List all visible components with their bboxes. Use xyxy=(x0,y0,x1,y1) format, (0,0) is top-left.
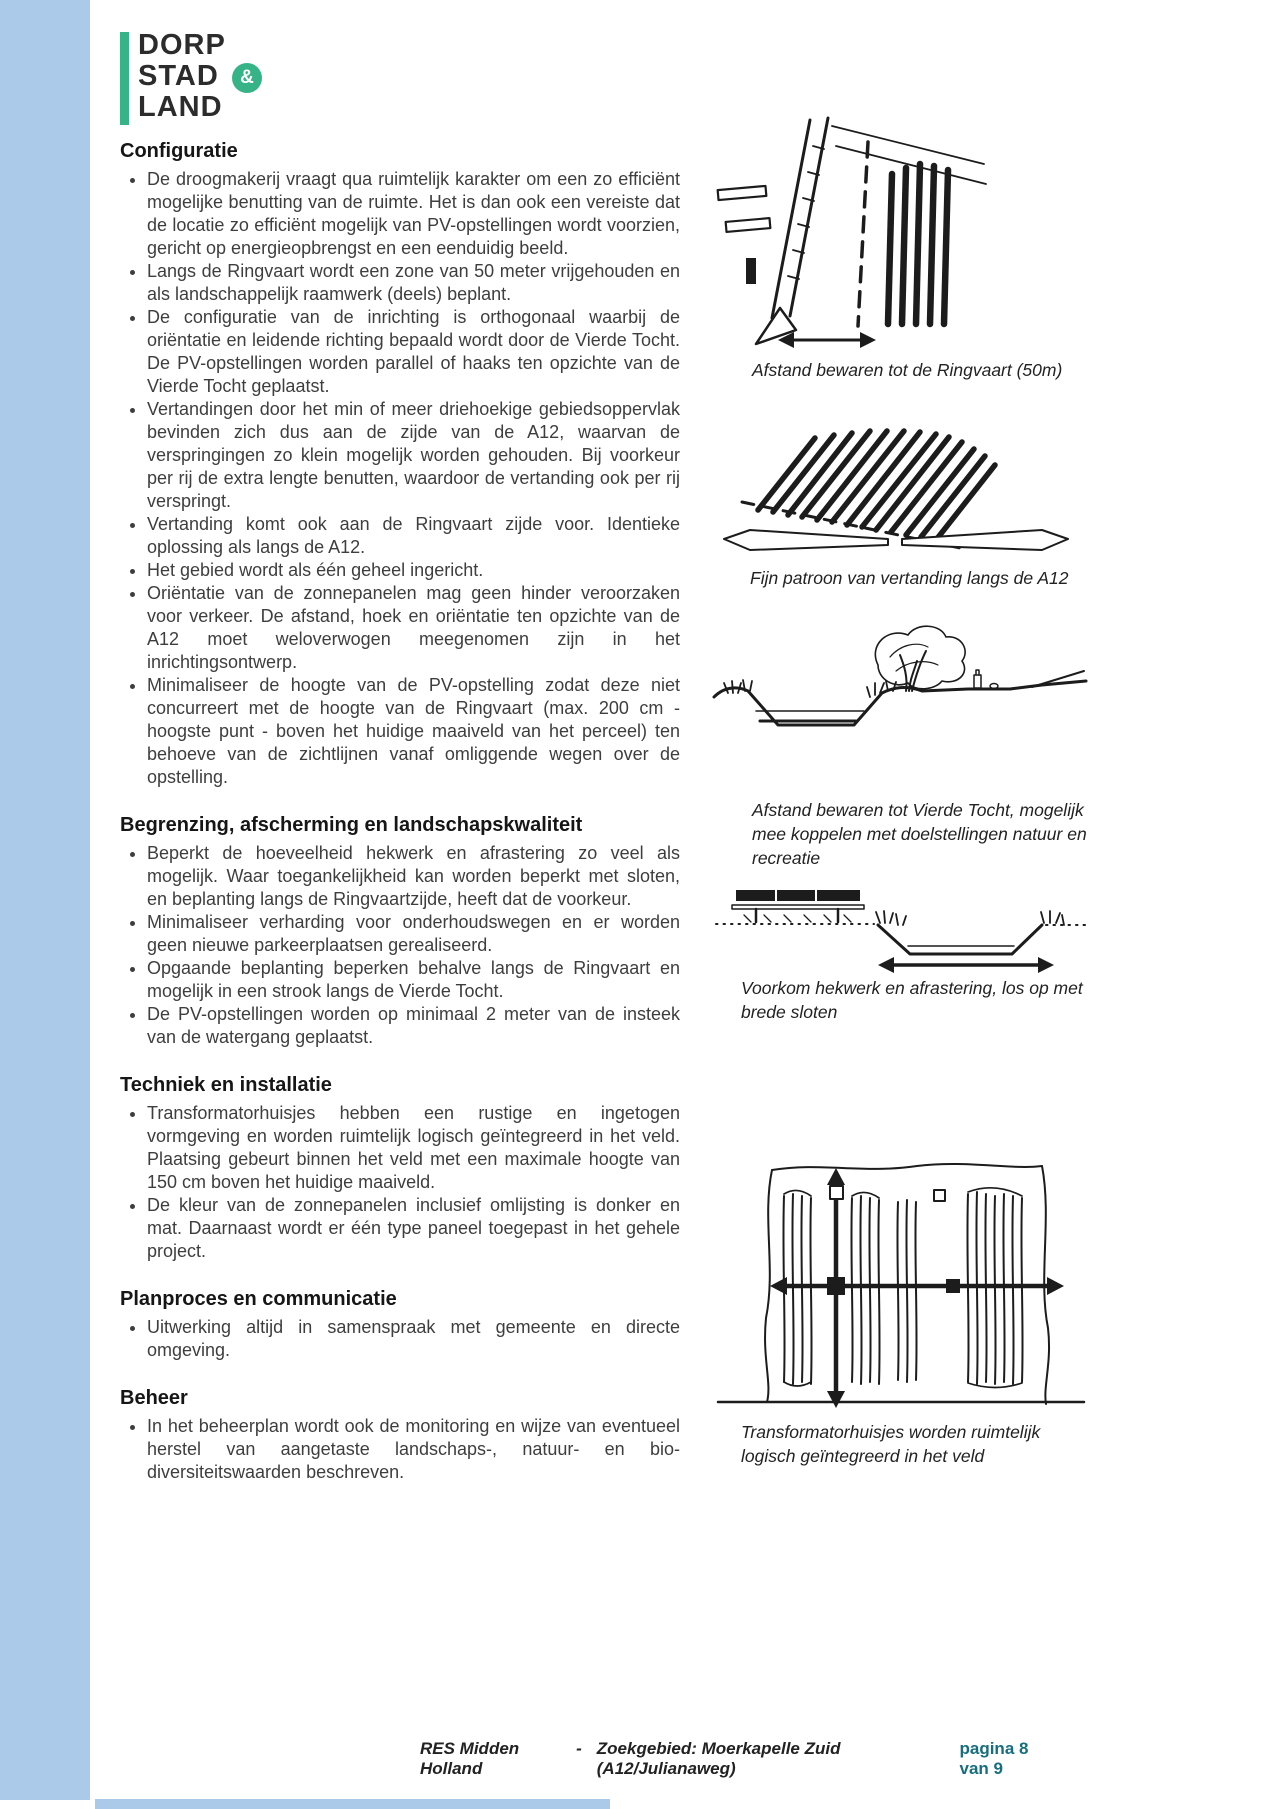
vertanding-pattern-sketch xyxy=(712,398,1090,560)
figure-caption: Fijn patroon van vertanding langs de A12 xyxy=(750,568,1069,588)
bullet-item: • Het gebied wordt als één geheel ingericht. xyxy=(147,559,680,582)
bullet-list xyxy=(120,842,680,1049)
bullet-item: • Vertandingen door het min of meer driehoekige gebiedsoppervlak bevinden zich dus aan de zijde van de A12, waarvan de verspringingen zo klein mogelijk worden gehouden. Bij voorkeur per rij de extra lengte benutten, waardoor de vertanding ook per rij verspringt. xyxy=(147,398,680,513)
logo-line-2: STAD xyxy=(138,60,219,92)
logo-line-3: LAND xyxy=(138,91,223,123)
section-techniek xyxy=(120,1073,680,1263)
section-heading: Beheer xyxy=(120,1387,188,1409)
bullet-item: • Langs de Ringvaart wordt een zone van 50 meter vrijgehouden en als landschappelijk raamwerk (deels) beplant. xyxy=(147,260,680,306)
sketch-drawing xyxy=(712,875,1090,977)
bullet-item: • Uitwerking altijd in samenspraak met gemeente en directe omgeving. xyxy=(147,1316,680,1362)
body-text-column xyxy=(120,139,680,1484)
bullet-item: • Opgaande beplanting beperken behalve langs de Ringvaart en mogelijk in een strook langs de Vierde Tocht. xyxy=(147,957,680,1003)
logo-wordmark xyxy=(138,30,226,123)
section-configuratie xyxy=(120,139,680,789)
transformer-field-plan-sketch xyxy=(712,1158,1090,1410)
vierde-tocht-section-sketch xyxy=(712,625,1090,795)
bullet-item: • Beperkt de hoeveelheid hekwerk en afrastering zo veel als mogelijk. Waar toegankelijkheid kan worden beperkt met sloten, en beplanting langs de Ringvaartzijde, heeft dat de voorkeur. xyxy=(147,842,680,911)
logo-green-bar xyxy=(120,32,129,125)
bullet-list xyxy=(120,1102,680,1263)
section-begrenzing xyxy=(120,813,680,1049)
bullet-item: • Vertanding komt ook aan de Ringvaart zijde voor. Identieke oplossing als langs de A12. xyxy=(147,513,680,559)
bullet-item: • De kleur van de zonnepanelen inclusief omlijsting is donker en mat. Daarnaast wordt er één type paneel toegepast in het gehele project. xyxy=(147,1194,680,1263)
bullet-item: • Oriëntatie van de zonnepanelen mag geen hinder veroorzaken voor verkeer. De afstand, hoek en oriëntatie ten opzichte van de A12 moet weloverwogen meegenomen zijn in het inrichtingsontwerp. xyxy=(147,582,680,674)
section-beheer xyxy=(120,1386,680,1484)
sketch-drawing xyxy=(712,398,1090,560)
figure-caption: Afstand bewaren tot Vierde Tocht, mogelijk mee koppelen met doelstellingen natuur en recreatie xyxy=(752,800,1087,868)
page-footer xyxy=(420,1739,1060,1779)
bullet-list xyxy=(120,1316,680,1362)
sketch-drawing xyxy=(712,625,1090,795)
ampersand-badge: & xyxy=(232,63,262,93)
figure-caption: Afstand bewaren tot de Ringvaart (50m) xyxy=(752,360,1063,380)
sketch-drawing xyxy=(712,1158,1090,1410)
section-heading: Begrenzing, afscherming en landschapskwaliteit xyxy=(120,814,583,836)
figure-caption: Voorkom hekwerk en afrastering, los op met brede sloten xyxy=(741,978,1083,1022)
bottom-accent-bar xyxy=(95,1799,610,1809)
bullet-item: • Transformatorhuisjes hebben een rustige en ingetogen vormgeving en worden ruimtelijk logisch geïntegreerd in het veld. Plaatsing gebeurt binnen het veld met een maximale hoogte van 150 cm boven het huidige maaiveld. xyxy=(147,1102,680,1194)
section-heading: Techniek en installatie xyxy=(120,1074,332,1096)
sketch-drawing xyxy=(712,112,1090,352)
footer-doc-title: RES Midden Holland xyxy=(420,1739,520,1778)
bullet-list xyxy=(120,1415,680,1484)
bullet-item: • De PV-opstellingen worden op minimaal 2 meter van de insteek van de watergang geplaatst. xyxy=(147,1003,680,1049)
figure-caption: Transformatorhuisjes worden ruimtelijk logisch geïntegreerd in het veld xyxy=(741,1422,1041,1466)
ringvaart-distance-sketch xyxy=(712,112,1090,352)
bullet-item: • De configuratie van de inrichting is orthogonaal waarbij de oriëntatie en leidende richting bepaald wordt door de Vierde Tocht. De PV-opstellingen worden parallel of haaks ten opzichte van de Vierde Tocht geplaatst. xyxy=(147,306,680,398)
left-accent-bar xyxy=(0,0,90,1800)
footer-page-number: pagina 8 van 9 xyxy=(959,1739,1029,1778)
footer-document-info xyxy=(420,1739,925,1779)
bullet-list xyxy=(120,168,680,789)
brede-sloten-sketch xyxy=(712,875,1090,977)
bullet-item: • Minimaliseer verharding voor onderhoudswegen en er worden geen nieuwe parkeerplaatsen gerealiseerd. xyxy=(147,911,680,957)
footer-separator: - xyxy=(576,1739,582,1758)
bullet-item: • In het beheerplan wordt ook de monitoring en wijze van eventueel herstel van aangetaste landschaps-, natuur- en bio-diversiteitswaarden beschreven. xyxy=(147,1415,680,1484)
bullet-item: • Minimaliseer de hoogte van de PV-opstelling zodat deze niet concurreert met de hoogte van de Ringvaart (max. 200 cm - hoogste punt - boven het huidige maaiveld van het perceel) ten behoeve van de zichtlijnen vanaf omliggende wegen over de opstelling. xyxy=(147,674,680,789)
section-heading: Planproces en communicatie xyxy=(120,1288,397,1310)
logo-line-1: DORP xyxy=(138,29,226,61)
section-planproces xyxy=(120,1287,680,1362)
dorp-stad-land-logo xyxy=(120,30,380,130)
section-heading: Configuratie xyxy=(120,140,238,162)
bullet-item: • De droogmakerij vraagt qua ruimtelijk karakter om een zo efficiënt mogelijke benutting van de ruimte. Het is dan ook een vereiste dat de locatie zo efficiënt mogelijk van PV-opstellingen wordt voorzien, gericht op energieopbrengst en een eenduidig beeld. xyxy=(147,168,680,260)
footer-section-title: Zoekgebied: Moerkapelle Zuid (A12/Julianaweg) xyxy=(596,1739,841,1778)
